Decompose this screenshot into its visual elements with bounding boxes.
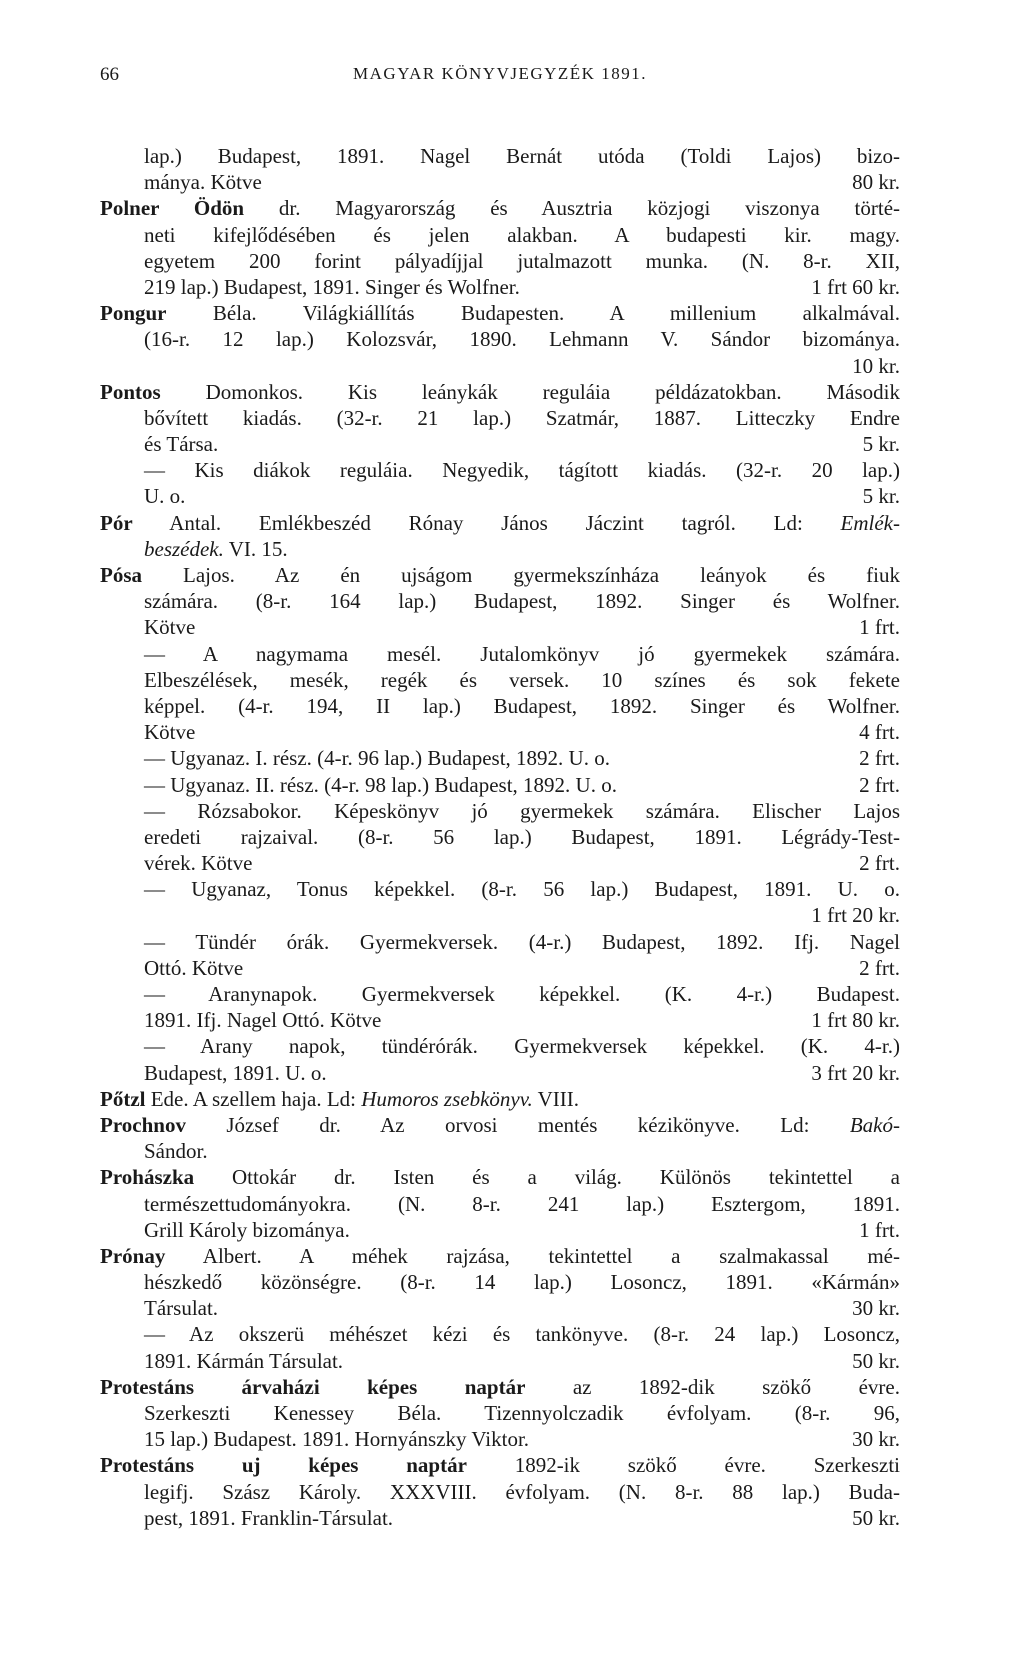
line-text — [144, 588, 900, 614]
entry-text: József dr. Az orvosi mentés kézikönyve. Ld: — [185, 1112, 850, 1137]
line-text — [144, 431, 218, 457]
entry-text: Grill Károly bizománya. — [144, 1217, 350, 1242]
line-text — [100, 1086, 579, 1112]
entry-text: Kötve — [144, 720, 196, 745]
entry-price: 30 kr. — [852, 1427, 900, 1452]
entry-price: 50 kr. — [852, 1348, 900, 1373]
entry-text: pest, 1891. Franklin-Társulat. — [144, 1505, 394, 1530]
catalog-line — [100, 457, 900, 483]
line-text — [144, 929, 900, 955]
line-text — [144, 667, 900, 693]
entry-text: 1891. Kármán Társulat. — [144, 1348, 344, 1373]
line-text — [100, 510, 900, 536]
line-text — [144, 798, 900, 824]
entry-price: 50 kr. — [852, 1505, 900, 1530]
catalog-line — [100, 955, 900, 981]
catalog-line — [100, 929, 900, 955]
line-text — [144, 326, 900, 352]
line-text — [144, 614, 195, 640]
page-number: 66 — [100, 64, 119, 85]
entry-text-continued: VIII. — [532, 1086, 579, 1111]
catalog-line — [100, 1505, 900, 1531]
line-text — [144, 1191, 900, 1217]
entry-text: — Aranynapok. Gyermekversek képekkel. (K. 4-r.) Budapest. — [144, 982, 900, 1006]
page-header — [100, 64, 900, 88]
line-text — [144, 1295, 218, 1321]
line-text — [144, 1217, 350, 1243]
entry-text: Elbeszélések, mesék, regék és versek. 10 színes és sok fekete — [144, 667, 900, 692]
line-text — [144, 1348, 343, 1374]
line-text — [144, 1033, 900, 1059]
entry-text: Antal. Emlékbeszéd Rónay János Jáczint tagról. Ld: — [132, 510, 841, 535]
line-text — [144, 248, 900, 274]
catalog-line — [100, 169, 900, 195]
entry-text: Társulat. — [144, 1296, 219, 1321]
entry-text: Albert. A méhek rajzása, tekintettel a szalmakassal mé- — [165, 1243, 900, 1268]
catalog-line — [100, 1452, 900, 1478]
entry-text: neti kifejlődésében és jelen alakban. A budapesti kir. magy. — [144, 222, 900, 247]
entry-text: VI. 15. — [223, 536, 288, 561]
entry-author: Prochnov — [100, 1112, 186, 1137]
entry-text: — Ugyanaz. I. rész. (4-r. 96 lap.) Budapest, 1892. U. o. — [144, 746, 610, 771]
cross-reference: Humoros zsebkönyv. — [361, 1086, 533, 1111]
entry-text: természettudományokra. (N. 8-r. 241 lap.) Esztergom, 1891. — [144, 1191, 900, 1216]
catalog-line — [100, 1269, 900, 1295]
line-text — [144, 274, 520, 300]
line-text — [144, 222, 900, 248]
line-text — [100, 1112, 900, 1138]
catalog-line — [100, 824, 900, 850]
entry-text: Ottokár dr. Isten és a világ. Különös tekintettel a — [194, 1165, 900, 1190]
entry-author: Pósa — [100, 563, 142, 587]
line-text — [100, 195, 900, 221]
entry-price: 1 frt 80 kr. — [811, 1008, 900, 1033]
line-text — [144, 483, 185, 509]
entry-text: — Arany napok, tündérórák. Gyermekversek képekkel. (K. 4-r.) — [144, 1034, 900, 1059]
catalog-line — [100, 1112, 900, 1138]
line-text — [144, 457, 900, 483]
catalog-line — [100, 143, 900, 169]
line-text — [144, 719, 195, 745]
catalog-line — [100, 353, 900, 379]
entry-price: 2 frt. — [859, 955, 900, 980]
entry-price: 5 kr. — [862, 432, 900, 457]
entry-text: — Rózsabokor. Képeskönyv jó gyermekek számára. Elischer Lajos — [144, 798, 900, 823]
entry-text: egyetem 200 forint pályadíjjal jutalmazott munka. (N. 8-r. XII, — [144, 248, 900, 273]
entry-text: Kötve — [144, 615, 196, 640]
catalog-line — [100, 1400, 900, 1426]
catalog-line — [100, 248, 900, 274]
line-text — [144, 1269, 900, 1295]
entry-text: — Kis diákok reguláia. Negyedik, tágított kiadás. (32-r. 20 lap.) — [144, 458, 900, 483]
catalog-line — [100, 1033, 900, 1059]
running-title: MAGYAR KÖNYVJEGYZÉK 1891. — [353, 64, 647, 83]
line-text — [144, 772, 617, 798]
line-text — [144, 536, 288, 562]
catalog-line — [100, 850, 900, 876]
catalog-entries — [100, 143, 900, 1531]
entry-text: — Tündér órák. Gyermekversek. (4-r.) Budapest, 1892. Ifj. Nagel — [144, 929, 900, 954]
entry-text: vérek. Kötve — [144, 851, 253, 876]
line-text — [144, 955, 243, 981]
catalog-line — [100, 195, 900, 221]
catalog-line — [100, 1007, 900, 1033]
catalog-line — [100, 614, 900, 640]
catalog-line — [100, 1426, 900, 1452]
entry-text: lap.) Budapest, 1891. Nagel Bernát utóda (Toldi Lajos) bizo- — [144, 144, 900, 168]
catalog-line — [100, 1479, 900, 1505]
catalog-line — [100, 1217, 900, 1243]
entry-author: Protestáns árvaházi képes naptár — [100, 1374, 526, 1399]
entry-text: az 1892-dik szökő évre. — [525, 1374, 900, 1399]
catalog-line — [100, 1295, 900, 1321]
line-text — [144, 745, 610, 771]
entry-text: U. o. — [144, 484, 186, 509]
catalog-line — [100, 222, 900, 248]
cross-reference: Bakó- — [849, 1112, 900, 1137]
entry-author: Polner Ödön — [100, 196, 245, 221]
entry-price: 1 frt. — [859, 1217, 900, 1242]
entry-price: 2 frt. — [859, 746, 900, 771]
entry-text: dr. Magyarország és Ausztria közjogi viszonya törté- — [244, 196, 901, 221]
entry-text: Sándor. — [144, 1139, 208, 1164]
entry-text: — Ugyanaz, Tonus képekkel. (8-r. 56 lap.) Budapest, 1891. U. o. — [144, 877, 900, 902]
entry-price: 1 frt 60 kr. — [811, 274, 900, 299]
catalog-line — [100, 719, 900, 745]
entry-text: Lajos. Az én ujságom gyermekszínháza leányok és fiuk — [142, 563, 900, 587]
entry-text: képpel. (4-r. 194, II lap.) Budapest, 1892. Singer és Wolfner. — [144, 693, 900, 718]
line-text — [100, 562, 900, 588]
entry-text: hészkedő közönségre. (8-r. 14 lap.) Losoncz, 1891. «Kármán» — [144, 1270, 900, 1295]
entry-author: Protestáns uj képes naptár — [100, 1453, 467, 1478]
entry-author: Pontos — [100, 379, 161, 404]
entry-price: 30 kr. — [852, 1296, 900, 1321]
line-text — [144, 143, 900, 169]
catalog-line — [100, 1060, 900, 1086]
entry-text: mánya. Kötve — [144, 170, 262, 195]
line-text — [144, 981, 900, 1007]
catalog-line — [100, 274, 900, 300]
entry-text: 219 lap.) Budapest, 1891. Singer és Wolfner. — [144, 274, 520, 299]
line-text — [144, 876, 900, 902]
catalog-line — [100, 588, 900, 614]
catalog-line — [100, 1191, 900, 1217]
line-text — [144, 1060, 327, 1086]
catalog-line — [100, 300, 900, 326]
entry-text: — Az okszerü méhészet kézi és tankönyve. (8-r. 24 lap.) Losoncz, — [144, 1322, 900, 1347]
entry-text: (16-r. 12 lap.) Kolozsvár, 1890. Lehmann V. Sándor bizománya. — [144, 327, 900, 352]
line-text — [100, 1243, 900, 1269]
entry-text: 1892-ik szökő évre. Szerkeszti — [466, 1453, 900, 1478]
catalog-line — [100, 876, 900, 902]
catalog-line — [100, 772, 900, 798]
catalog-line — [100, 1086, 900, 1112]
entry-price: 4 frt. — [859, 720, 900, 745]
entry-text: — A nagymama mesél. Jutalomkönyv jó gyermekek számára. — [144, 641, 900, 666]
catalog-line — [100, 1348, 900, 1374]
catalog-line — [100, 1243, 900, 1269]
entry-text: eredeti rajzaival. (8-r. 56 lap.) Budapest, 1891. Légrády-Test- — [144, 824, 900, 849]
line-text — [144, 1505, 393, 1531]
entry-text: 1891. Ifj. Nagel Ottó. Kötve — [144, 1008, 382, 1033]
entry-price: 2 frt. — [859, 851, 900, 876]
entry-author: Pőtzl — [100, 1086, 146, 1111]
line-text — [144, 641, 900, 667]
entry-price: 3 frt 20 kr. — [811, 1060, 900, 1085]
entry-price: 1 frt. — [859, 615, 900, 640]
catalog-line — [100, 798, 900, 824]
entry-text: legifj. Szász Károly. XXXVIII. évfolyam. (N. 8-r. 88 lap.) Buda- — [144, 1479, 900, 1504]
cross-reference: Emlék- — [840, 510, 900, 535]
catalog-line — [100, 536, 900, 562]
line-text — [144, 1138, 208, 1164]
line-text — [144, 1007, 381, 1033]
catalog-line — [100, 1321, 900, 1347]
entry-text: Domonkos. Kis leánykák reguláia példázatokban. Második — [160, 379, 900, 404]
catalog-line — [100, 667, 900, 693]
line-text — [100, 1452, 900, 1478]
line-text — [144, 1479, 900, 1505]
catalog-line — [100, 379, 900, 405]
entry-text: 15 lap.) Budapest. 1891. Hornyánszky Viktor. — [144, 1427, 530, 1452]
line-text — [100, 1164, 900, 1190]
entry-price: 5 kr. — [862, 484, 900, 509]
entry-price: 80 kr. — [852, 170, 900, 195]
catalog-line — [100, 641, 900, 667]
catalog-line — [100, 1164, 900, 1190]
catalog-line — [100, 1138, 900, 1164]
entry-text: — Ugyanaz. II. rész. (4-r. 98 lap.) Budapest, 1892. U. o. — [144, 772, 617, 797]
catalog-line — [100, 405, 900, 431]
line-text — [144, 1426, 529, 1452]
line-text — [144, 693, 900, 719]
catalog-line — [100, 693, 900, 719]
entry-author: Prohászka — [100, 1165, 195, 1190]
catalog-line — [100, 981, 900, 1007]
entry-text: bővített kiadás. (32-r. 21 lap.) Szatmár, 1887. Litteczky Endre — [144, 405, 900, 430]
entry-text: Ede. A szellem haja. Ld: — [145, 1086, 362, 1111]
line-text — [144, 1400, 900, 1426]
entry-text: számára. (8-r. 164 lap.) Budapest, 1892. Singer és Wolfner. — [144, 589, 900, 614]
entry-text: Béla. Világkiállítás Budapesten. A millenium alkalmával. — [166, 301, 900, 326]
entry-author: Pór — [100, 510, 133, 535]
catalog-line — [100, 562, 900, 588]
entry-text: Ottó. Kötve — [144, 955, 244, 980]
cross-reference: beszédek. — [144, 536, 224, 561]
entry-text: Szerkeszti Kenessey Béla. Tizennyolczadik évfolyam. (8-r. 96, — [144, 1401, 900, 1425]
line-text — [144, 824, 900, 850]
catalog-line — [100, 902, 900, 928]
line-text — [100, 379, 900, 405]
entry-author: Pongur — [100, 301, 167, 326]
line-text — [100, 300, 900, 326]
catalog-line — [100, 1374, 900, 1400]
catalog-line — [100, 510, 900, 536]
catalog-line — [100, 745, 900, 771]
catalog-line — [100, 326, 900, 352]
line-text — [144, 169, 262, 195]
entry-price: 2 frt. — [859, 772, 900, 797]
line-text — [144, 405, 900, 431]
line-text — [100, 1374, 900, 1400]
catalog-line — [100, 483, 900, 509]
entry-price: 1 frt 20 kr. — [811, 903, 900, 928]
entry-text: Budapest, 1891. U. o. — [144, 1060, 327, 1085]
entry-author: Prónay — [100, 1243, 166, 1268]
catalog-line — [100, 431, 900, 457]
line-text — [144, 850, 252, 876]
line-text — [144, 1321, 900, 1347]
entry-text: és Társa. — [144, 432, 219, 457]
entry-price: 10 kr. — [852, 353, 900, 378]
